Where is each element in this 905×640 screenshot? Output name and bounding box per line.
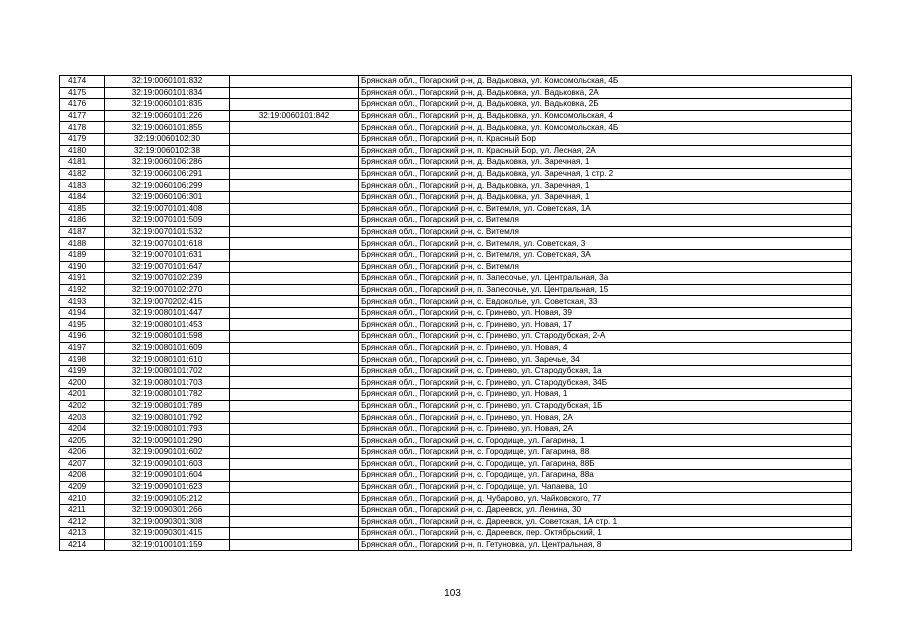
address-cell: Брянская обл., Погарский р-н, с. Дареевск, пер. Октябрьский, 1	[359, 528, 852, 540]
address-cell: Брянская обл., Погарский р-н, с. Гринево, ул. Новая, 1	[359, 389, 852, 401]
cadastral-number-cell: 32:19:0060101:835	[105, 99, 230, 111]
row-number-cell: 4174	[60, 76, 105, 88]
address-cell: Брянская обл., Погарский р-н, д. Вадьковка, ул. Вадьковка, 2А	[359, 87, 852, 99]
cadastral-number-cell: 32:19:0060101:832	[105, 76, 230, 88]
row-number-cell: 4198	[60, 354, 105, 366]
table-row	[60, 412, 852, 424]
cadastral-number-cell: 32:19:0060106:286	[105, 157, 230, 169]
related-cadastral-number-cell	[230, 145, 359, 157]
related-cadastral-number-cell	[230, 238, 359, 250]
related-cadastral-number-cell	[230, 168, 359, 180]
row-number-cell: 4212	[60, 516, 105, 528]
cadastral-number-cell: 32:19:0080101:702	[105, 365, 230, 377]
row-number-cell: 4211	[60, 504, 105, 516]
related-cadastral-number-cell	[230, 504, 359, 516]
table-row	[60, 157, 852, 169]
table-body	[60, 76, 852, 551]
cadastral-number-cell: 32:19:0070101:647	[105, 261, 230, 273]
row-number-cell: 4182	[60, 168, 105, 180]
related-cadastral-number-cell	[230, 539, 359, 551]
related-cadastral-number-cell	[230, 331, 359, 343]
table-row	[60, 528, 852, 540]
related-cadastral-number-cell	[230, 377, 359, 389]
row-number-cell: 4176	[60, 99, 105, 111]
related-cadastral-number-cell	[230, 157, 359, 169]
table-row	[60, 516, 852, 528]
related-cadastral-number-cell	[230, 342, 359, 354]
related-cadastral-number-cell	[230, 354, 359, 366]
address-cell: Брянская обл., Погарский р-н, с. Гринево, ул. Стародубская, 34Б	[359, 377, 852, 389]
address-cell: Брянская обл., Погарский р-н, п. Красный Бор	[359, 133, 852, 145]
address-cell: Брянская обл., Погарский р-н, с. Гринево, ул. Новая, 4	[359, 342, 852, 354]
row-number-cell: 4197	[60, 342, 105, 354]
related-cadastral-number-cell	[230, 191, 359, 203]
related-cadastral-number-cell	[230, 307, 359, 319]
row-number-cell: 4180	[60, 145, 105, 157]
row-number-cell: 4188	[60, 238, 105, 250]
row-number-cell: 4187	[60, 226, 105, 238]
table-row	[60, 377, 852, 389]
related-cadastral-number-cell	[230, 481, 359, 493]
table-row	[60, 168, 852, 180]
row-number-cell: 4201	[60, 389, 105, 401]
row-number-cell: 4179	[60, 133, 105, 145]
related-cadastral-number-cell	[230, 99, 359, 111]
row-number-cell: 4192	[60, 284, 105, 296]
table-row	[60, 76, 852, 88]
related-cadastral-number-cell	[230, 261, 359, 273]
row-number-cell: 4203	[60, 412, 105, 424]
address-cell: Брянская обл., Погарский р-н, п. Красный Бор, ул. Лесная, 2А	[359, 145, 852, 157]
cadastral-number-cell: 32:19:0090105:212	[105, 493, 230, 505]
cadastral-number-cell: 32:19:0090301:415	[105, 528, 230, 540]
row-number-cell: 4191	[60, 273, 105, 285]
address-cell: Брянская обл., Погарский р-н, с. Городище, ул. Гагарина, 88а	[359, 470, 852, 482]
table-row	[60, 307, 852, 319]
row-number-cell: 4202	[60, 400, 105, 412]
cadastral-number-cell: 32:19:0070102:239	[105, 273, 230, 285]
table-row	[60, 435, 852, 447]
cadastral-number-cell: 32:19:0080101:782	[105, 389, 230, 401]
address-cell: Брянская обл., Погарский р-н, с. Дареевск, ул. Советская, 1А стр. 1	[359, 516, 852, 528]
address-cell: Брянская обл., Погарский р-н, д. Вадьковка, ул. Заречная, 1	[359, 180, 852, 192]
row-number-cell: 4189	[60, 249, 105, 261]
table-row	[60, 273, 852, 285]
address-cell: Брянская обл., Погарский р-н, с. Витемля, ул. Советская, 3	[359, 238, 852, 250]
related-cadastral-number-cell	[230, 122, 359, 134]
related-cadastral-number-cell	[230, 226, 359, 238]
related-cadastral-number-cell	[230, 215, 359, 227]
row-number-cell: 4186	[60, 215, 105, 227]
cadastral-number-cell: 32:19:0090101:604	[105, 470, 230, 482]
row-number-cell: 4205	[60, 435, 105, 447]
address-cell: Брянская обл., Погарский р-н, с. Витемля, ул. Советская, 3А	[359, 249, 852, 261]
address-cell: Брянская обл., Погарский р-н, с. Евдоколье, ул. Советская, 33	[359, 296, 852, 308]
table-row	[60, 400, 852, 412]
table-row	[60, 504, 852, 516]
cadastral-number-cell: 32:19:0080101:792	[105, 412, 230, 424]
cadastral-number-cell: 32:19:0060106:299	[105, 180, 230, 192]
cadastral-number-cell: 32:19:0090101:602	[105, 447, 230, 459]
row-number-cell: 4200	[60, 377, 105, 389]
cadastral-number-cell: 32:19:0060106:291	[105, 168, 230, 180]
related-cadastral-number-cell	[230, 203, 359, 215]
cadastral-table	[59, 75, 852, 551]
table-row	[60, 261, 852, 273]
table-row	[60, 365, 852, 377]
cadastral-number-cell: 32:19:0080101:610	[105, 354, 230, 366]
related-cadastral-number-cell	[230, 528, 359, 540]
table-row	[60, 493, 852, 505]
cadastral-number-cell: 32:19:0070101:408	[105, 203, 230, 215]
address-cell: Брянская обл., Погарский р-н, с. Гринево, ул. Стародубская, 1а	[359, 365, 852, 377]
cadastral-number-cell: 32:19:0060102:38	[105, 145, 230, 157]
row-number-cell: 4194	[60, 307, 105, 319]
cadastral-number-cell: 32:19:0100101:159	[105, 539, 230, 551]
row-number-cell: 4178	[60, 122, 105, 134]
table-row	[60, 87, 852, 99]
related-cadastral-number-cell	[230, 389, 359, 401]
row-number-cell: 4185	[60, 203, 105, 215]
cadastral-number-cell: 32:19:0090301:266	[105, 504, 230, 516]
cadastral-number-cell: 32:19:0080101:598	[105, 331, 230, 343]
row-number-cell: 4210	[60, 493, 105, 505]
related-cadastral-number-cell	[230, 458, 359, 470]
table-row	[60, 145, 852, 157]
table-row	[60, 389, 852, 401]
cadastral-number-cell: 32:19:0080101:793	[105, 423, 230, 435]
table-row	[60, 110, 852, 122]
address-cell: Брянская обл., Погарский р-н, д. Вадьковка, ул. Заречная, 1 стр. 2	[359, 168, 852, 180]
row-number-cell: 4207	[60, 458, 105, 470]
table-row	[60, 481, 852, 493]
related-cadastral-number-cell: 32:19:0060101:842	[230, 110, 359, 122]
table-row	[60, 203, 852, 215]
table-row	[60, 215, 852, 227]
related-cadastral-number-cell	[230, 470, 359, 482]
row-number-cell: 4181	[60, 157, 105, 169]
table-row	[60, 470, 852, 482]
address-cell: Брянская обл., Погарский р-н, д. Вадьковка, ул. Заречная, 1	[359, 157, 852, 169]
cadastral-number-cell: 32:19:0070101:509	[105, 215, 230, 227]
address-cell: Брянская обл., Погарский р-н, с. Гринево, ул. Стародубская, 2-А	[359, 331, 852, 343]
address-cell: Брянская обл., Погарский р-н, с. Витемля, ул. Советская, 1А	[359, 203, 852, 215]
cadastral-number-cell: 32:19:0070101:631	[105, 249, 230, 261]
address-cell: Брянская обл., Погарский р-н, с. Гринево, ул. Новая, 2А	[359, 412, 852, 424]
related-cadastral-number-cell	[230, 87, 359, 99]
cadastral-number-cell: 32:19:0060101:834	[105, 87, 230, 99]
table-row	[60, 342, 852, 354]
row-number-cell: 4193	[60, 296, 105, 308]
row-number-cell: 4184	[60, 191, 105, 203]
related-cadastral-number-cell	[230, 296, 359, 308]
address-cell: Брянская обл., Погарский р-н, с. Городище, ул. Гагарина, 88Б	[359, 458, 852, 470]
page-number: 103	[444, 588, 461, 599]
row-number-cell: 4214	[60, 539, 105, 551]
row-number-cell: 4195	[60, 319, 105, 331]
table-row	[60, 249, 852, 261]
row-number-cell: 4206	[60, 447, 105, 459]
related-cadastral-number-cell	[230, 284, 359, 296]
table-row	[60, 458, 852, 470]
address-cell: Брянская обл., Погарский р-н, д. Вадьковка, ул. Комсомольская, 4	[359, 110, 852, 122]
address-cell: Брянская обл., Погарский р-н, с. Гринево, ул. Новая, 39	[359, 307, 852, 319]
row-number-cell: 4183	[60, 180, 105, 192]
cadastral-number-cell: 32:19:0080101:703	[105, 377, 230, 389]
address-cell: Брянская обл., Погарский р-н, с. Городище, ул. Чапаева, 10	[359, 481, 852, 493]
related-cadastral-number-cell	[230, 493, 359, 505]
related-cadastral-number-cell	[230, 273, 359, 285]
cadastral-number-cell: 32:19:0070101:532	[105, 226, 230, 238]
address-cell: Брянская обл., Погарский р-н, с. Дареевск, ул. Ленина, 30	[359, 504, 852, 516]
address-cell: Брянская обл., Погарский р-н, д. Вадьковка, ул. Заречная, 1	[359, 191, 852, 203]
related-cadastral-number-cell	[230, 412, 359, 424]
cadastral-number-cell: 32:19:0090101:603	[105, 458, 230, 470]
related-cadastral-number-cell	[230, 76, 359, 88]
cadastral-number-cell: 32:19:0060101:855	[105, 122, 230, 134]
address-cell: Брянская обл., Погарский р-н, д. Чубарово, ул. Чайковского, 77	[359, 493, 852, 505]
address-cell: Брянская обл., Погарский р-н, с. Городище, ул. Гагарина, 1	[359, 435, 852, 447]
row-number-cell: 4177	[60, 110, 105, 122]
related-cadastral-number-cell	[230, 423, 359, 435]
address-cell: Брянская обл., Погарский р-н, с. Гринево, ул. Заречье, 34	[359, 354, 852, 366]
address-cell: Брянская обл., Погарский р-н, д. Вадьковка, ул. Вадьковка, 2Б	[359, 99, 852, 111]
address-cell: Брянская обл., Погарский р-н, с. Гринево, ул. Новая, 17	[359, 319, 852, 331]
table-row	[60, 284, 852, 296]
cadastral-number-cell: 32:19:0060102:30	[105, 133, 230, 145]
address-cell: Брянская обл., Погарский р-н, п. Запесочье, ул. Центральная, 15	[359, 284, 852, 296]
table-row	[60, 99, 852, 111]
table-row	[60, 331, 852, 343]
related-cadastral-number-cell	[230, 365, 359, 377]
cadastral-number-cell: 32:19:0060101:226	[105, 110, 230, 122]
cadastral-number-cell: 32:19:0070202:415	[105, 296, 230, 308]
address-cell: Брянская обл., Погарский р-н, п. Гетуновка, ул. Центральная, 8	[359, 539, 852, 551]
related-cadastral-number-cell	[230, 400, 359, 412]
cadastral-number-cell: 32:19:0080101:453	[105, 319, 230, 331]
related-cadastral-number-cell	[230, 516, 359, 528]
row-number-cell: 4213	[60, 528, 105, 540]
table-row	[60, 133, 852, 145]
cadastral-number-cell: 32:19:0080101:789	[105, 400, 230, 412]
related-cadastral-number-cell	[230, 319, 359, 331]
address-cell: Брянская обл., Погарский р-н, с. Витемля	[359, 261, 852, 273]
table-row	[60, 191, 852, 203]
cadastral-number-cell: 32:19:0080101:609	[105, 342, 230, 354]
related-cadastral-number-cell	[230, 447, 359, 459]
row-number-cell: 4209	[60, 481, 105, 493]
row-number-cell: 4208	[60, 470, 105, 482]
address-cell: Брянская обл., Погарский р-н, с. Гринево, ул. Новая, 2А	[359, 423, 852, 435]
table-row	[60, 296, 852, 308]
table-row	[60, 354, 852, 366]
table-row	[60, 423, 852, 435]
address-cell: Брянская обл., Погарский р-н, с. Витемля	[359, 226, 852, 238]
row-number-cell: 4196	[60, 331, 105, 343]
address-cell: Брянская обл., Погарский р-н, д. Вадьковка, ул. Комсомольская, 4Б	[359, 122, 852, 134]
table-row	[60, 122, 852, 134]
related-cadastral-number-cell	[230, 180, 359, 192]
row-number-cell: 4204	[60, 423, 105, 435]
cadastral-number-cell: 32:19:0070102:270	[105, 284, 230, 296]
cadastral-number-cell: 32:19:0090301:308	[105, 516, 230, 528]
address-cell: Брянская обл., Погарский р-н, с. Гринево, ул. Стародубская, 1Б	[359, 400, 852, 412]
cadastral-number-cell: 32:19:0090101:290	[105, 435, 230, 447]
related-cadastral-number-cell	[230, 133, 359, 145]
address-cell: Брянская обл., Погарский р-н, с. Городище, ул. Гагарина, 88	[359, 447, 852, 459]
related-cadastral-number-cell	[230, 435, 359, 447]
related-cadastral-number-cell	[230, 249, 359, 261]
row-number-cell: 4199	[60, 365, 105, 377]
cadastral-number-cell: 32:19:0070101:618	[105, 238, 230, 250]
address-cell: Брянская обл., Погарский р-н, с. Витемля	[359, 215, 852, 227]
table-row	[60, 226, 852, 238]
row-number-cell: 4190	[60, 261, 105, 273]
table-row	[60, 319, 852, 331]
table-row	[60, 180, 852, 192]
table-row	[60, 447, 852, 459]
address-cell: Брянская обл., Погарский р-н, д. Вадьковка, ул. Комсомольская, 4Б	[359, 76, 852, 88]
cadastral-number-cell: 32:19:0090101:623	[105, 481, 230, 493]
cadastral-number-cell: 32:19:0060106:301	[105, 191, 230, 203]
cadastral-number-cell: 32:19:0080101:447	[105, 307, 230, 319]
row-number-cell: 4175	[60, 87, 105, 99]
table-row	[60, 238, 852, 250]
address-cell: Брянская обл., Погарский р-н, п. Запесочье, ул. Центральная, 3а	[359, 273, 852, 285]
table-row	[60, 539, 852, 551]
